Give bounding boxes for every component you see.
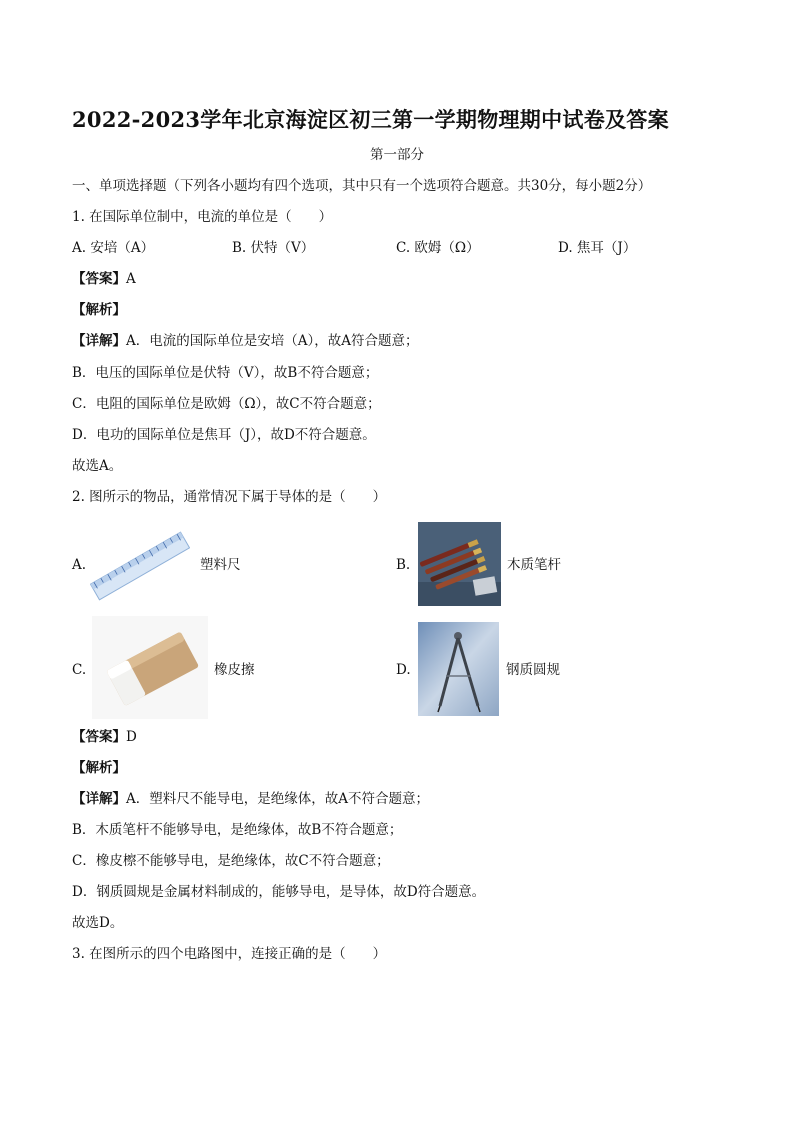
q1-stem: 1. 在国际单位制中，电流的单位是（ ） <box>72 209 333 225</box>
detail-label: 【详解】 <box>72 333 126 349</box>
answer-value: D <box>126 729 137 745</box>
answer-label: 【答案】 <box>72 729 126 745</box>
eraser-image <box>92 616 208 719</box>
q2-option-b-letter: B. <box>396 557 411 573</box>
answer-label: 【答案】 <box>72 271 126 287</box>
q1-option-b: B. 伏特（V） <box>232 240 315 256</box>
detail-text: A．塑料尺不能导电，是绝缘体，故A不符合题意； <box>126 791 429 807</box>
q2-option-c-label: 橡皮擦 <box>214 662 255 678</box>
ruler-image <box>90 520 190 610</box>
q1-conclusion: 故选A。 <box>72 458 123 474</box>
q2-option-c-letter: C. <box>72 662 87 678</box>
part-heading: 第一部分 <box>370 147 424 163</box>
q1-detail-1 <box>72 332 419 350</box>
q1-option-a: A. 安培（A） <box>72 240 155 256</box>
q2-detail-3: C．橡皮檫不能够导电，是绝缘体，故C不符合题意； <box>72 853 390 869</box>
q1-answer <box>72 270 136 288</box>
q2-stem: 2. 图所示的物品，通常情况下属于导体的是（ ） <box>72 489 387 505</box>
q2-analysis-label: 【解析】 <box>72 760 126 776</box>
q1-option-c: C. 欧姆（Ω） <box>396 240 480 256</box>
q1-detail-2: B．电压的国际单位是伏特（V），故B不符合题意； <box>72 365 379 381</box>
q2-option-d-letter: D. <box>396 662 411 678</box>
q2-option-b-label: 木质笔杆 <box>507 557 561 573</box>
q1-option-d: D. 焦耳（J） <box>558 240 637 256</box>
q2-option-d-label: 钢质圆规 <box>506 662 560 678</box>
q2-option-a-letter: A. <box>72 557 87 573</box>
detail-text: A．电流的国际单位是安培（A），故A符合题意； <box>126 333 419 349</box>
wooden-pen-image <box>418 522 501 606</box>
compass-image <box>418 622 499 716</box>
q1-analysis-label: 【解析】 <box>72 302 126 318</box>
q2-answer <box>72 728 137 746</box>
answer-value: A <box>126 271 136 287</box>
q2-detail-1 <box>72 790 429 808</box>
q1-detail-4: D．电功的国际单位是焦耳（J），故D不符合题意。 <box>72 427 376 443</box>
q2-conclusion: 故选D。 <box>72 915 124 931</box>
detail-label: 【详解】 <box>72 791 126 807</box>
q1-detail-3: C．电阻的国际单位是欧姆（Ω），故C不符合题意； <box>72 396 381 412</box>
section-header: 一、单项选择题（下列各小题均有四个选项，其中只有一个选项符合题意。共30分，每小题2分） <box>72 178 652 194</box>
q3-stem: 3. 在图所示的四个电路图中，连接正确的是（ ） <box>72 946 387 962</box>
page-title: 2022-2023学年北京海淀区初三第一学期物理期中试卷及答案 <box>72 107 669 132</box>
q2-detail-4: D．钢质圆规是金属材料制成的，能够导电，是导体，故D符合题意。 <box>72 884 486 900</box>
q2-detail-2: B．木质笔杆不能够导电，是绝缘体，故B不符合题意； <box>72 822 403 838</box>
q2-option-a-label: 塑料尺 <box>200 557 241 573</box>
